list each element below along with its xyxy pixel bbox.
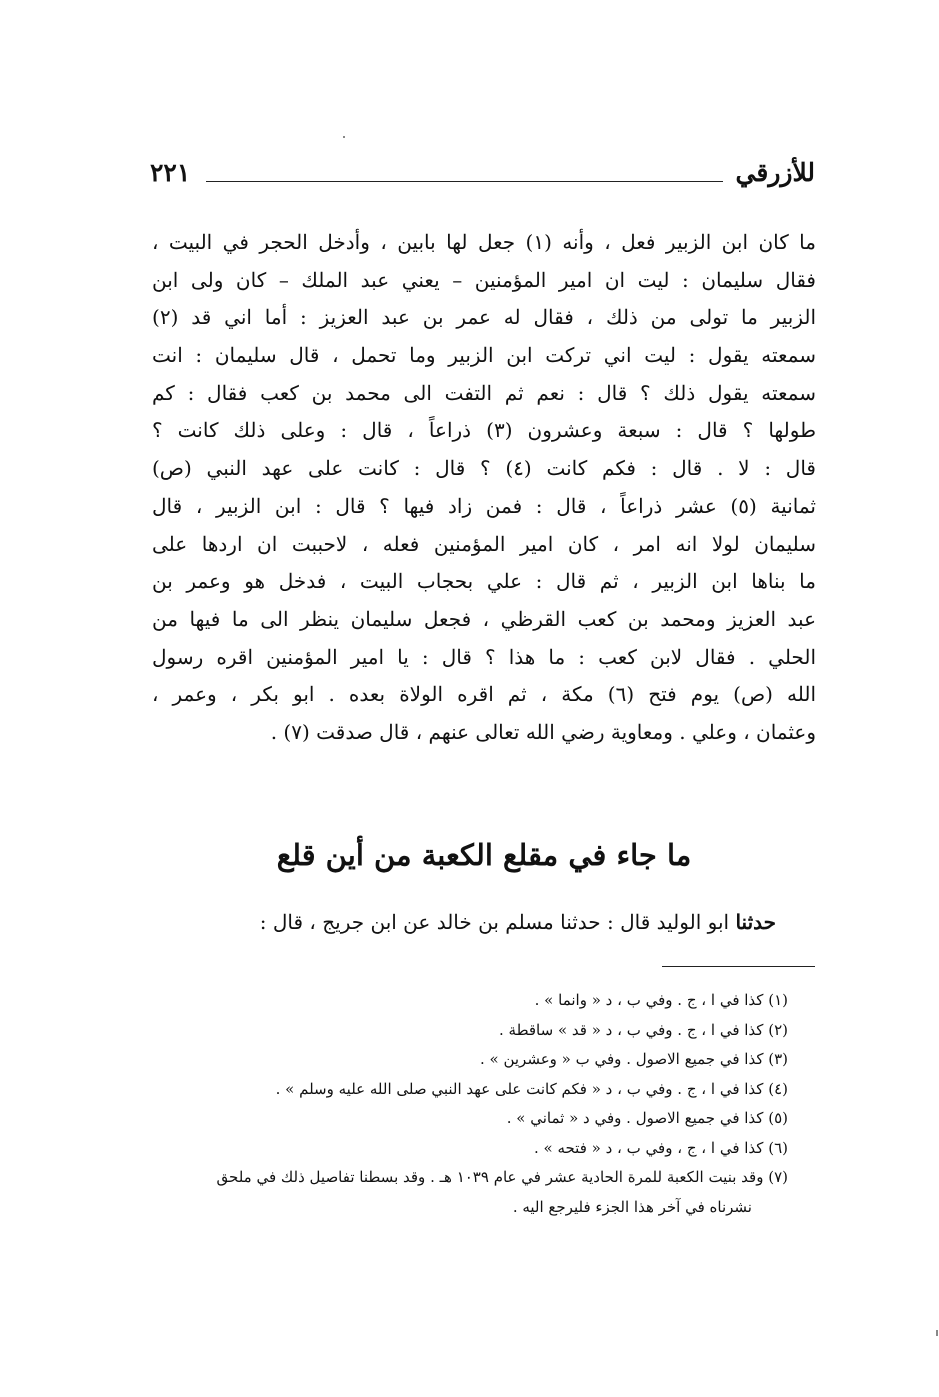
body-line: فقال سليمان : ليت ان امير المؤمنين – يعني عبد الملك – كان ولى ابن [152, 267, 816, 292]
running-header [150, 158, 815, 198]
body-line: ثمانية (٥) عشر ذراعاً ، قال : فمن زاد فيها ؟ قال : ابن الزبير ، قال [152, 493, 816, 518]
footnote: (٤) كذا في ا ، ج . وفي ب ، د « فكم كانت على عهد النبي صلى الله عليه وسلم » . [275, 1079, 788, 1098]
footnote-divider [662, 966, 815, 967]
section-heading: ما جاء في مقلع الكعبة من أين قلع [276, 838, 692, 872]
body-line: الزبير ما تولى من ذلك ، فقال له عمر بن عبد العزيز : أما اني قد (٢) [152, 305, 816, 330]
intro-line [152, 910, 776, 934]
intro-text: ابو الوليد قال : حدثنا مسلم بن خالد عن ابن جريج ، قال : [259, 910, 730, 934]
footnote-continuation: نشرناه في آخر هذا الجزء فليرجع اليه . [512, 1197, 752, 1216]
footnote: (٢) كذا في ا ، ج . وفي ب ، د « قد » ساقطة . [499, 1020, 788, 1039]
body-line: قال : لا . قال : فكم كانت (٤) ؟ قال : كانت على عهد النبي (ص) [152, 456, 816, 481]
footnotes [150, 986, 788, 1222]
body-line: الله (ص) يوم فتح (٦) مكة ، ثم اقره الولاة بعده . ابو بكر ، وعمر ، [152, 682, 816, 707]
page-number: ٢٢١ [150, 158, 191, 187]
footnote: (٣) كذا في جميع الاصول . وفي ب « وعشرين » . [479, 1050, 788, 1068]
scan-speck [936, 1330, 938, 1336]
body-line: سمعته يقول : ليت اني تركت ابن الزبير وما تحمل ، قال سليمان : انت [152, 343, 816, 368]
running-title: للأزرقي [735, 158, 815, 187]
header-rule [206, 181, 723, 182]
footnote: (٦) كذا في ا ، ج ، وفي ب ، د « فتحه » . [533, 1138, 788, 1157]
body-line: سليمان لولا انه امر ، كان امير المؤمنين فعله ، لاحببت ان اردها على [152, 531, 816, 556]
body-line: طولها ؟ قال : سبعة وعشرون (٣) ذراعاً ، قال : وعلى ذلك كانت ؟ [152, 418, 816, 443]
footnote: (٥) كذا في جميع الاصول . وفي د « ثماني » . [506, 1109, 788, 1127]
scan-speck [343, 136, 345, 138]
intro-bold-word: حدثنا [735, 910, 776, 934]
body-line: عبد العزيز ومحمد بن كعب القرظي ، فجعل سليمان ينظر الى ما فيها من [152, 606, 816, 631]
footnote: (٧) وقد بنيت الكعبة للمرة الحادية عشر في عام ١٠٣٩ هـ . وقد بسطنا تفاصيل ذلك في ملحق [216, 1168, 788, 1186]
body-line: سمعته يقول ذلك ؟ قال : نعم ثم التفت الى محمد بن كعب فقال : كم [152, 380, 816, 405]
body-line: ما كان ابن الزبير فعل ، وأنه (١) جعل لها بابين ، وأدخل الحجر في البيت ، [152, 230, 816, 254]
body-paragraph [152, 224, 816, 752]
body-line: الحلي . فقال لابن كعب : ما هذا ؟ قال : يا امير المؤمنين اقره رسول [152, 644, 816, 669]
body-line: ما بناها ابن الزبير ، ثم قال : علي بحجاب البيت ، فدخل هو وعمر بن [152, 569, 816, 594]
body-line: وعثمان ، وعلي . ومعاوية رضي الله تعالى عنهم ، قال صدقت (٧) . [270, 719, 816, 744]
footnote: (١) كذا في ا ، ج . وفي ب ، د « وانما » . [534, 991, 788, 1009]
